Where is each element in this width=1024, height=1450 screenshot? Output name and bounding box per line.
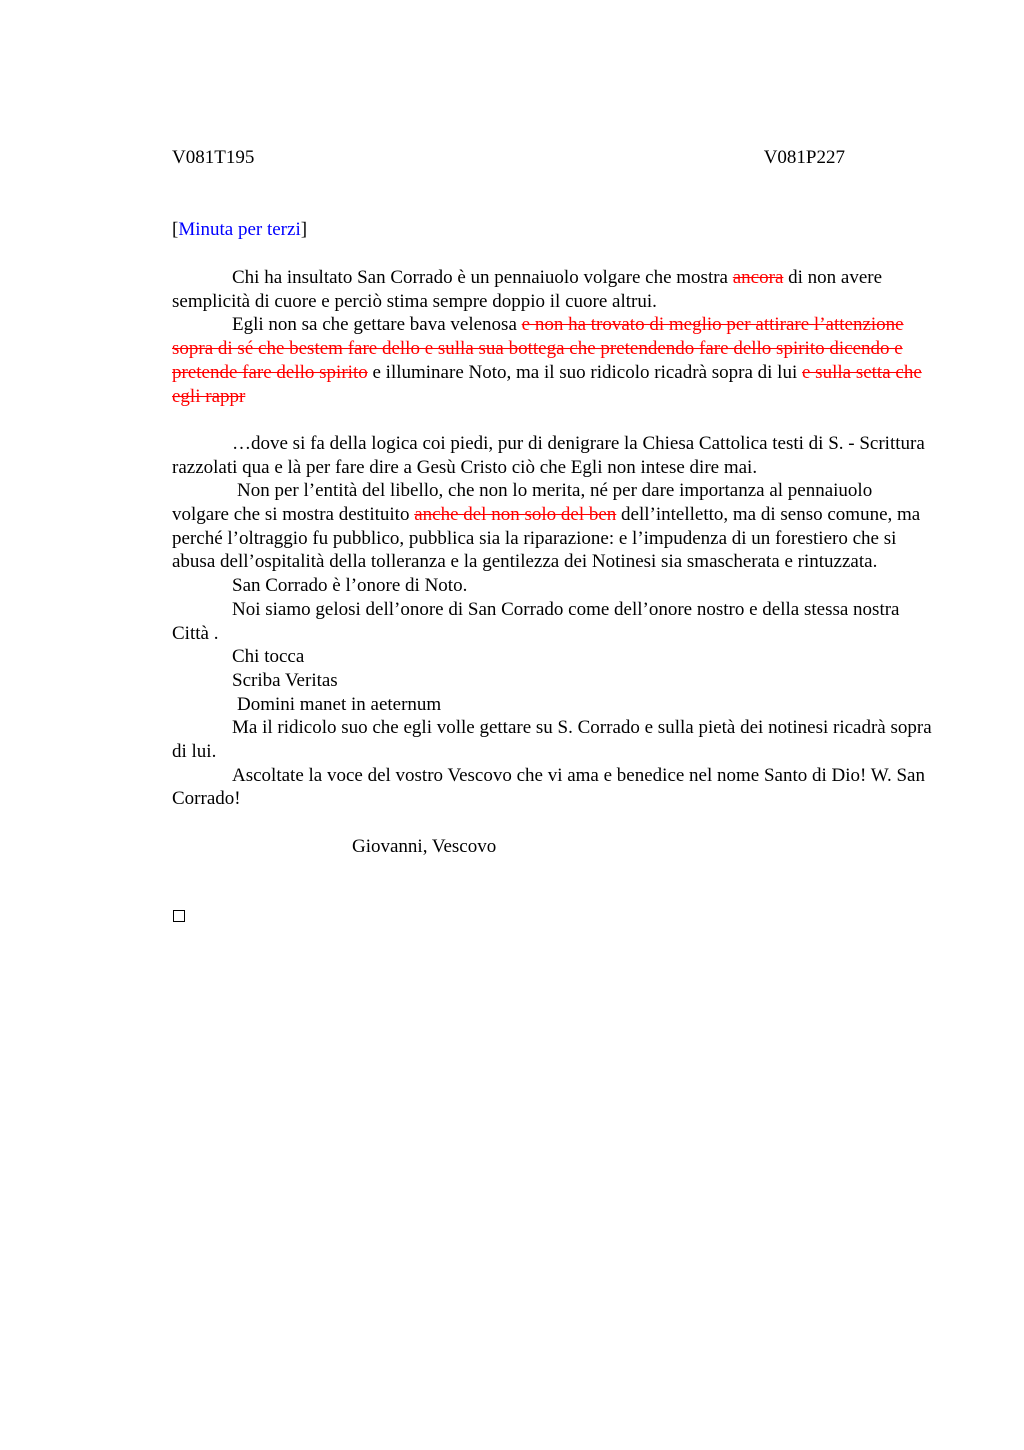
document-code-right: V081P227 <box>763 147 845 168</box>
paragraph-1 <box>172 266 932 313</box>
square-outline-icon <box>173 910 185 922</box>
paragraph-7: Chi tocca <box>232 646 305 668</box>
paragraph-2-text-a: Egli non sa che gettare bava velenosa <box>232 314 522 336</box>
paragraph-6: Noi siamo gelosi dell’onore di San Corrado come dell’onore nostro e della stessa nostra Città . <box>172 598 900 644</box>
document-body <box>172 266 932 859</box>
paragraph-1-text-b: di non avere semplicità di cuore e perciò stima sempre doppio il cuore altrui. <box>172 267 883 312</box>
paragraph-5: San Corrado è l’onore di Noto. <box>232 575 468 597</box>
paragraph-gap <box>172 408 932 432</box>
paragraph-11: Ascoltate la voce del vostro Vescovo che vi ama e benedice nel nome Santo di Dio! W. San Corrado! <box>172 764 925 810</box>
paragraph-10: Ma il ridicolo suo che egli volle gettare su S. Corrado e sulla pietà dei notinesi ricadrà sopra di lui. <box>172 717 932 763</box>
document-code-left: V081T195 <box>172 147 255 168</box>
paragraph-3: …dove si fa della logica coi piedi, pur di denigrare la Chiesa Cattolica testi di S. - Scrittura razzolati qua e là per fare dire a Gesù Cristo ciò che Egli non intese dire mai. <box>172 432 925 478</box>
paragraph-4-text-a: Non per l’entità del libello, che non lo merita, né per dare importanza al pennaiuolo volgare che si mostra destituito <box>172 480 873 526</box>
signature: Giovanni, Vescovo <box>352 835 497 857</box>
paragraph-1-deletion: ancora <box>732 267 784 288</box>
paragraph-9: Domini manet in aeternum <box>237 693 442 715</box>
paragraph-2-deletion-1: e non ha trovato di meglio per attirare l’attenzione sopra di sé che bestem fare dello e sulla sua bottega che pretendendo fare dello spirito dicendo e pretende fare dello spirito <box>172 314 904 383</box>
heading-open-bracket: [ <box>172 219 179 240</box>
paragraph-1-text-a: Chi ha insultato San Corrado è un pennaiuolo volgare che mostra <box>232 267 733 288</box>
signature-gap <box>172 811 932 835</box>
paragraph-2-deletion-2: e sulla setta che egli rappr <box>172 361 922 407</box>
heading-label: Minuta per terzi <box>178 219 301 240</box>
paragraph-4 <box>172 479 932 574</box>
document-heading <box>172 218 307 242</box>
heading-close-bracket: ] <box>300 219 308 240</box>
paragraph-4-deletion: anche del non solo del ben <box>414 504 617 526</box>
paragraph-2-text-b: e illuminare Noto, ma il suo ridicolo ricadrà sopra di lui <box>367 361 802 383</box>
paragraph-8: Scriba Veritas <box>232 669 338 691</box>
paragraph-2 <box>172 313 932 408</box>
paragraph-4-text-b: dell’intelletto, ma di senso comune, ma perché l’oltraggio fu pubblico, pubblica sia la riparazione: e l’impudenza di un forestiero che si abusa dell’ospitalità della tolleranza e la gentilezza dei Notinesi sia smascherata e rintuzzata. <box>172 504 921 573</box>
